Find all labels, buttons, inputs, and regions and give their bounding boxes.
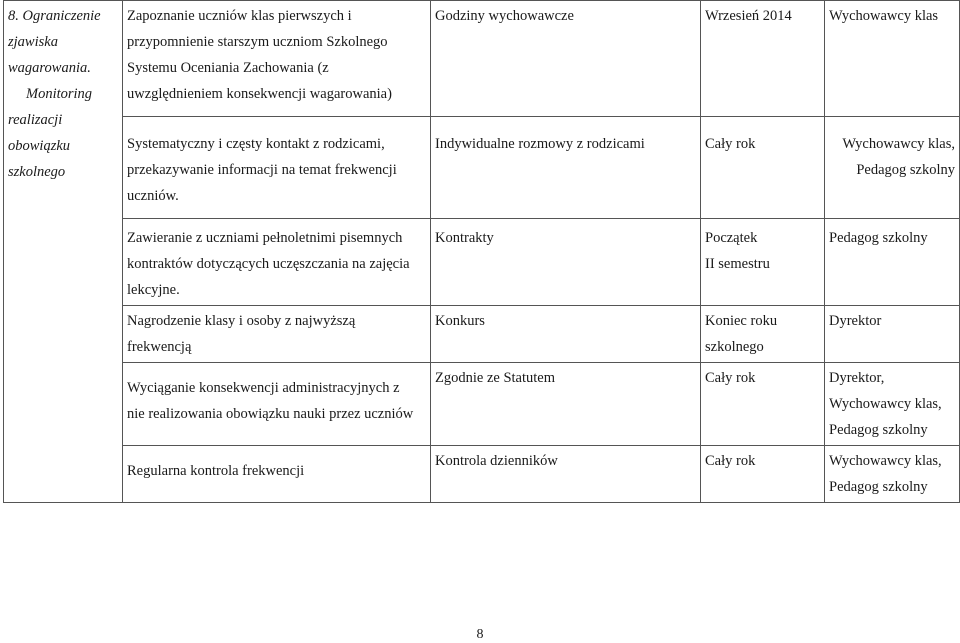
task-line: przypomnienie starszym uczniom Szkolnego bbox=[127, 34, 388, 50]
area-line: obowiązku bbox=[8, 138, 71, 154]
area-line: szkolnego bbox=[8, 164, 66, 180]
term-line: szkolnego bbox=[705, 339, 764, 355]
page-number: 8 bbox=[476, 627, 484, 642]
form-cell bbox=[431, 219, 701, 306]
form-line: Indywidualne rozmowy z rodzicami bbox=[435, 136, 645, 152]
area-cell bbox=[4, 1, 123, 503]
area-line: 8. Ograniczenie bbox=[8, 8, 101, 24]
term-cell bbox=[701, 306, 825, 363]
term-line: Cały rok bbox=[705, 453, 756, 469]
term-line: Początek bbox=[705, 230, 758, 246]
form-line: Konkurs bbox=[435, 313, 485, 329]
task-cell bbox=[123, 219, 431, 306]
responsible-line: Wychowawcy klas, bbox=[829, 396, 942, 412]
task-line: Regularna kontrola frekwencji bbox=[127, 463, 305, 479]
table-row bbox=[4, 446, 960, 503]
term-line: Koniec roku bbox=[705, 313, 778, 329]
table-row bbox=[4, 1, 960, 117]
responsible-line: Dyrektor bbox=[829, 313, 882, 329]
responsible-cell bbox=[825, 446, 960, 503]
form-cell bbox=[431, 446, 701, 503]
term-cell bbox=[701, 1, 825, 117]
responsible-line: Dyrektor, bbox=[829, 370, 885, 386]
task-cell bbox=[123, 1, 431, 117]
term-line: Cały rok bbox=[705, 136, 756, 152]
table-row bbox=[4, 219, 960, 306]
form-line: Kontrola dzienników bbox=[435, 453, 558, 469]
form-cell bbox=[431, 363, 701, 446]
task-line: Nagrodzenie klasy i osoby z najwyższą bbox=[127, 313, 356, 329]
table-row bbox=[4, 117, 960, 219]
responsible-cell bbox=[825, 1, 960, 117]
responsible-cell bbox=[825, 306, 960, 363]
table-row bbox=[4, 306, 960, 363]
task-line: Systematyczny i częsty kontakt z rodzicami, bbox=[127, 136, 385, 152]
responsible-line: Pedagog szkolny bbox=[856, 162, 955, 178]
task-line: uwzględnieniem konsekwencji wagarowania) bbox=[127, 86, 392, 102]
form-cell bbox=[431, 1, 701, 117]
area-line: realizacji bbox=[8, 112, 63, 128]
task-line: frekwencją bbox=[127, 339, 192, 355]
area-line: wagarowania. bbox=[8, 60, 91, 76]
term-line: II semestru bbox=[705, 256, 770, 272]
task-cell bbox=[123, 363, 431, 446]
responsible-line: Pedagog szkolny bbox=[829, 230, 928, 246]
table-row bbox=[4, 363, 960, 446]
responsible-line: Wychowawcy klas, bbox=[829, 453, 942, 469]
term-line: Cały rok bbox=[705, 370, 756, 386]
task-line: przekazywanie informacji na temat frekwencji bbox=[127, 162, 397, 178]
term-cell bbox=[701, 446, 825, 503]
task-line: Zapoznanie uczniów klas pierwszych i bbox=[127, 8, 352, 24]
task-line: nie realizowania obowiązku nauki przez uczniów bbox=[127, 406, 414, 422]
task-cell bbox=[123, 446, 431, 503]
form-line: Godziny wychowawcze bbox=[435, 8, 574, 24]
task-line: Zawieranie z uczniami pełnoletnimi pisemnych bbox=[127, 230, 403, 246]
responsible-line: Wychowawcy klas, bbox=[842, 136, 955, 152]
responsible-line: Pedagog szkolny bbox=[829, 422, 928, 438]
plan-table bbox=[3, 0, 960, 503]
responsible-cell bbox=[825, 117, 960, 219]
form-line: Zgodnie ze Statutem bbox=[435, 370, 555, 386]
responsible-line: Wychowawcy klas bbox=[829, 8, 939, 24]
area-line: zjawiska bbox=[8, 34, 58, 50]
term-cell bbox=[701, 117, 825, 219]
term-cell bbox=[701, 219, 825, 306]
task-line: uczniów. bbox=[127, 188, 179, 204]
form-cell bbox=[431, 306, 701, 363]
task-cell bbox=[123, 117, 431, 219]
responsible-line: Pedagog szkolny bbox=[829, 479, 928, 495]
form-line: Kontrakty bbox=[435, 230, 494, 246]
form-cell bbox=[431, 117, 701, 219]
task-line: Systemu Oceniania Zachowania (z bbox=[127, 60, 329, 76]
task-line: kontraktów dotyczących uczęszczania na zajęcia bbox=[127, 256, 410, 272]
task-cell bbox=[123, 306, 431, 363]
term-cell bbox=[701, 363, 825, 446]
responsible-cell bbox=[825, 363, 960, 446]
task-line: lekcyjne. bbox=[127, 282, 180, 298]
area-line: Monitoring bbox=[26, 86, 93, 102]
term-line: Wrzesień 2014 bbox=[705, 8, 792, 24]
task-line: Wyciąganie konsekwencji administracyjnych z bbox=[127, 380, 400, 396]
responsible-cell bbox=[825, 219, 960, 306]
